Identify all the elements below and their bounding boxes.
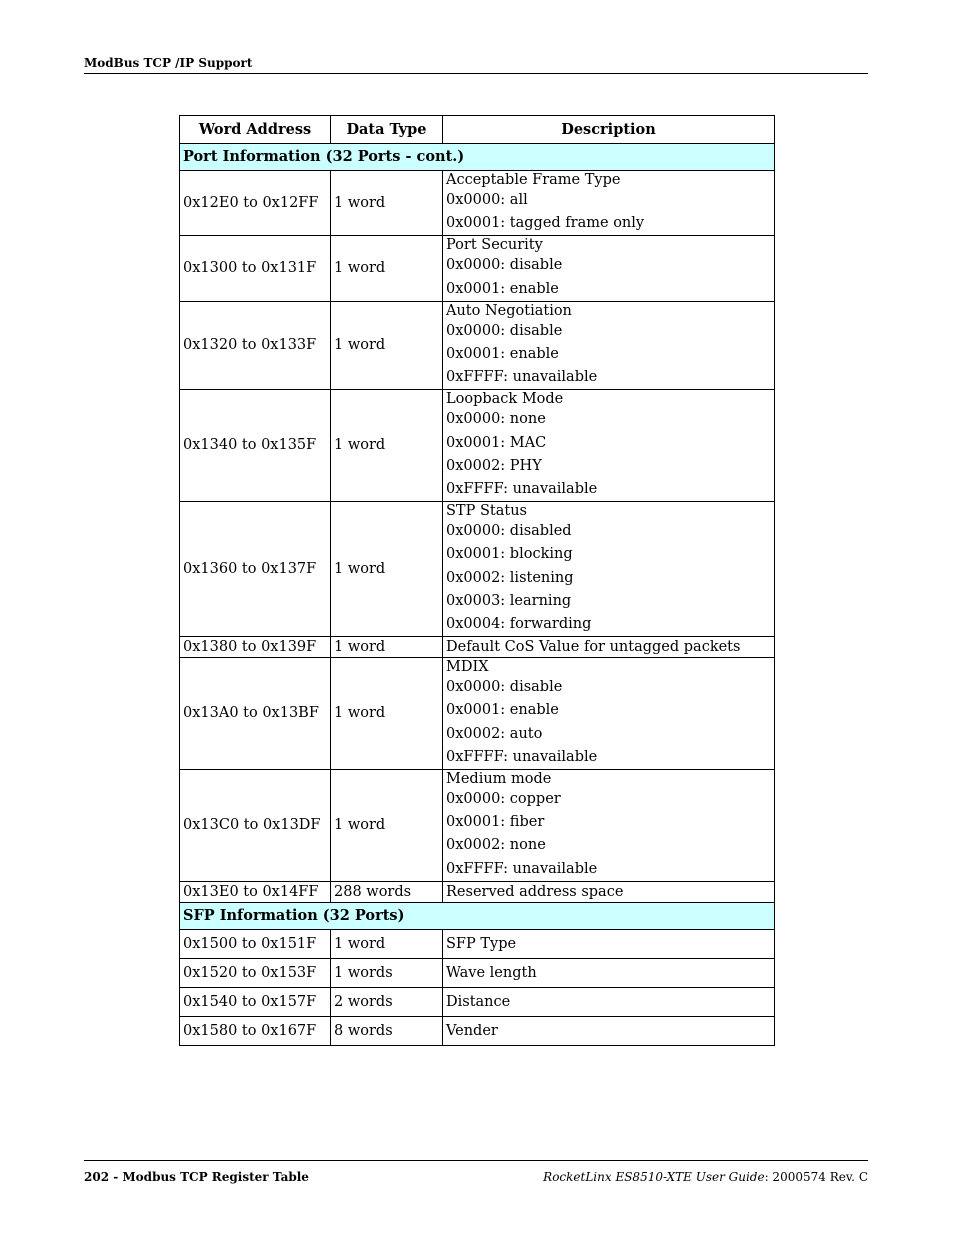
description-value-line: 0x0000: disable bbox=[446, 679, 563, 696]
description-cell bbox=[443, 770, 775, 882]
description-cell bbox=[443, 1016, 775, 1045]
table-row bbox=[180, 637, 775, 658]
description-title: Wave length bbox=[446, 964, 537, 981]
data-type-cell: 1 word bbox=[331, 171, 443, 236]
description-value-line: 0x0004: forwarding bbox=[446, 616, 592, 633]
description-title: Port Security bbox=[446, 237, 543, 254]
data-type-cell: 1 word bbox=[331, 301, 443, 390]
description-value-line: 0x0001: enable bbox=[446, 702, 559, 719]
column-header-description: Description bbox=[443, 116, 775, 144]
description-value-line: 0xFFFF: unavailable bbox=[446, 481, 598, 498]
table-row bbox=[180, 770, 775, 882]
description-value-line: 0x0000: disable bbox=[446, 322, 563, 339]
section-row bbox=[180, 144, 775, 171]
data-type-cell: 1 words bbox=[331, 958, 443, 987]
description-value-line: 0x0000: copper bbox=[446, 791, 561, 808]
description-value-line: 0xFFFF: unavailable bbox=[446, 748, 598, 765]
description-cell bbox=[443, 502, 775, 637]
section-title: SFP Information (32 Ports) bbox=[180, 902, 775, 929]
word-address-cell: 0x1340 to 0x135F bbox=[180, 390, 331, 502]
description-title: Reserved address space bbox=[446, 883, 624, 900]
column-header-word-address: Word Address bbox=[180, 116, 331, 144]
description-title: Medium mode bbox=[446, 771, 552, 788]
table-row bbox=[180, 301, 775, 390]
description-title: Acceptable Frame Type bbox=[446, 172, 621, 188]
description-title: Auto Negotiation bbox=[446, 302, 572, 319]
word-address-cell: 0x1500 to 0x151F bbox=[180, 929, 331, 958]
section-title: Port Information (32 Ports - cont.) bbox=[180, 144, 775, 171]
table-head bbox=[180, 116, 775, 144]
description-value-line: 0x0000: disabled bbox=[446, 523, 572, 540]
description-value-line: 0x0001: fiber bbox=[446, 814, 545, 831]
word-address-cell: 0x1380 to 0x139F bbox=[180, 637, 331, 658]
description-value-line: 0x0001: blocking bbox=[446, 546, 573, 563]
word-address-cell: 0x1520 to 0x153F bbox=[180, 958, 331, 987]
section-row bbox=[180, 902, 775, 929]
page-header: ModBus TCP /IP Support bbox=[84, 56, 868, 74]
table-row bbox=[180, 502, 775, 637]
column-header-data-type: Data Type bbox=[331, 116, 443, 144]
description-value-line: 0x0002: auto bbox=[446, 725, 543, 742]
table-row bbox=[180, 658, 775, 770]
page-footer bbox=[84, 1160, 868, 1184]
table-row bbox=[180, 987, 775, 1016]
data-type-cell: 2 words bbox=[331, 987, 443, 1016]
description-title: STP Status bbox=[446, 503, 527, 520]
table-row bbox=[180, 390, 775, 502]
data-type-cell: 1 word bbox=[331, 236, 443, 301]
description-title: Distance bbox=[446, 993, 511, 1010]
data-type-cell: 1 word bbox=[331, 770, 443, 882]
description-value-line: 0x0002: PHY bbox=[446, 457, 542, 474]
data-type-cell: 288 words bbox=[331, 881, 443, 902]
word-address-cell: 0x1580 to 0x167F bbox=[180, 1016, 331, 1045]
word-address-cell: 0x12E0 to 0x12FF bbox=[180, 171, 331, 236]
description-title: Loopback Mode bbox=[446, 391, 564, 408]
description-cell bbox=[443, 658, 775, 770]
description-value-line: 0x0001: MAC bbox=[446, 434, 547, 451]
description-title: SFP Type bbox=[446, 935, 517, 952]
footer-doc-label bbox=[543, 1170, 868, 1184]
table-row bbox=[180, 958, 775, 987]
description-value-line: 0x0003: learning bbox=[446, 592, 572, 609]
header-row bbox=[180, 116, 775, 144]
description-value-line: 0xFFFF: unavailable bbox=[446, 369, 598, 386]
description-value-line: 0x0000: disable bbox=[446, 257, 563, 274]
description-value-line: 0x0001: enable bbox=[446, 346, 559, 363]
description-cell bbox=[443, 987, 775, 1016]
register-table bbox=[179, 115, 775, 1046]
data-type-cell: 1 word bbox=[331, 658, 443, 770]
description-cell bbox=[443, 958, 775, 987]
description-title: Vender bbox=[446, 1022, 498, 1039]
description-cell bbox=[443, 637, 775, 658]
word-address-cell: 0x1300 to 0x131F bbox=[180, 236, 331, 301]
table-row bbox=[180, 171, 775, 236]
description-cell bbox=[443, 929, 775, 958]
word-address-cell: 0x13E0 to 0x14FF bbox=[180, 881, 331, 902]
description-value-line: 0x0000: none bbox=[446, 411, 546, 428]
word-address-cell: 0x13A0 to 0x13BF bbox=[180, 658, 331, 770]
word-address-cell: 0x1540 to 0x157F bbox=[180, 987, 331, 1016]
description-value-line: 0x0000: all bbox=[446, 192, 528, 208]
word-address-cell: 0x13C0 to 0x13DF bbox=[180, 770, 331, 882]
table-row bbox=[180, 929, 775, 958]
footer-page-label: 202 - Modbus TCP Register Table bbox=[84, 1170, 309, 1184]
description-value-line: 0x0001: tagged frame only bbox=[446, 215, 645, 232]
description-value-line: 0x0002: none bbox=[446, 837, 546, 854]
data-type-cell: 1 word bbox=[331, 502, 443, 637]
table-body bbox=[180, 144, 775, 1046]
footer-guide-title: RocketLinx ES8510-XTE User Guide bbox=[543, 1170, 765, 1184]
word-address-cell: 0x1320 to 0x133F bbox=[180, 301, 331, 390]
data-type-cell: 1 word bbox=[331, 929, 443, 958]
description-value-line: 0xFFFF: unavailable bbox=[446, 860, 598, 877]
description-title: Default CoS Value for untagged packets bbox=[446, 639, 741, 656]
data-type-cell: 1 word bbox=[331, 390, 443, 502]
description-cell bbox=[443, 236, 775, 301]
data-type-cell: 1 word bbox=[331, 637, 443, 658]
data-type-cell: 8 words bbox=[331, 1016, 443, 1045]
table-row bbox=[180, 1016, 775, 1045]
description-cell bbox=[443, 390, 775, 502]
word-address-cell: 0x1360 to 0x137F bbox=[180, 502, 331, 637]
description-cell bbox=[443, 171, 775, 236]
table-row bbox=[180, 236, 775, 301]
description-value-line: 0x0002: listening bbox=[446, 569, 574, 586]
description-cell bbox=[443, 301, 775, 390]
description-value-line: 0x0001: enable bbox=[446, 280, 559, 297]
description-cell bbox=[443, 881, 775, 902]
footer-revision: : 2000574 Rev. C bbox=[764, 1170, 868, 1184]
description-title: MDIX bbox=[446, 659, 489, 676]
table-row bbox=[180, 881, 775, 902]
